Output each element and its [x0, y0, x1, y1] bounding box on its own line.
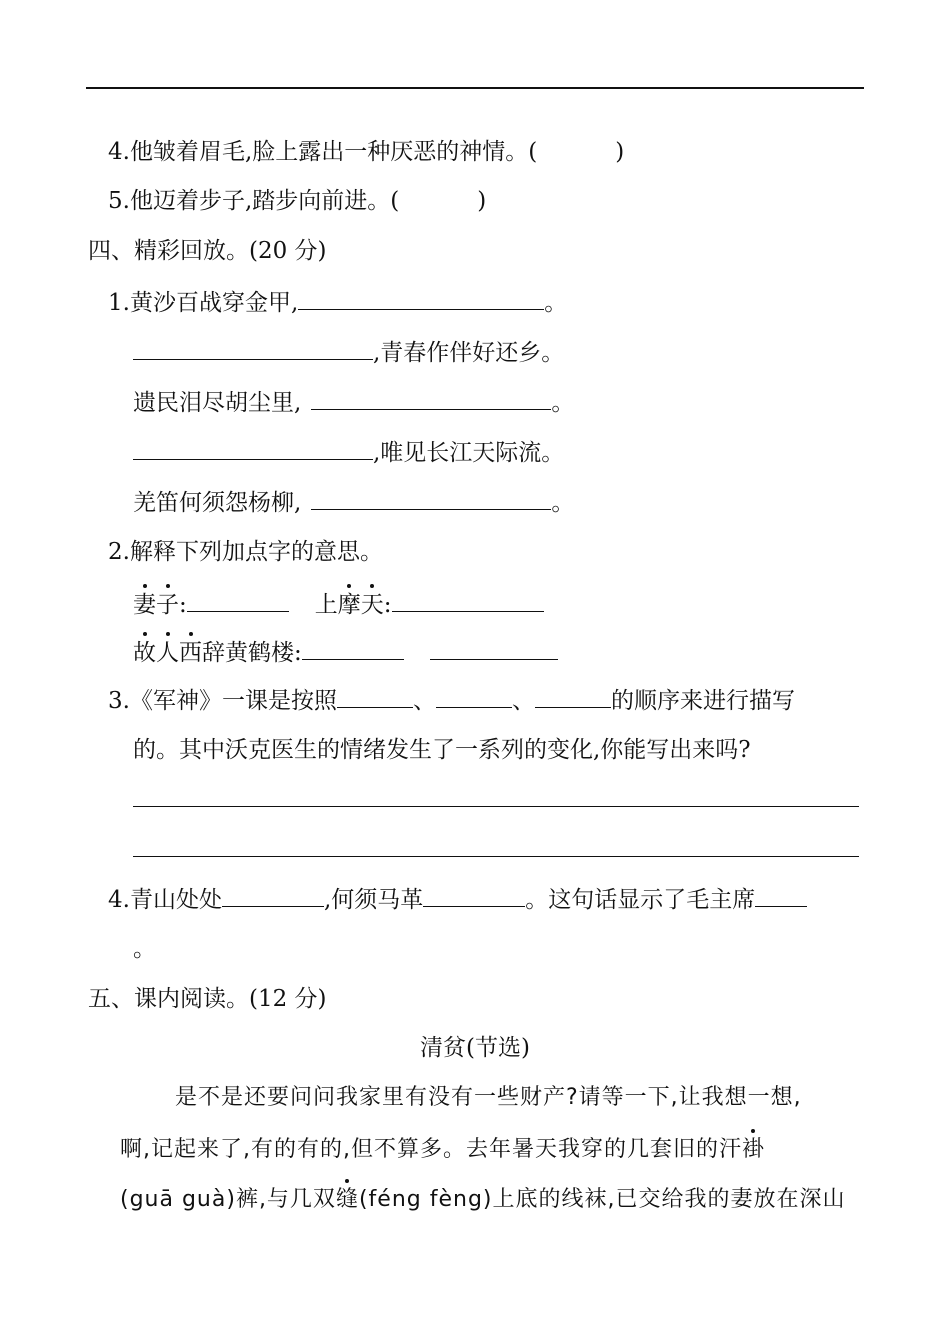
q3-line-2: 的。其中沃克医生的情绪发生了一系列的变化,你能写出来吗? — [133, 737, 751, 763]
fill-blank[interactable] — [222, 884, 324, 907]
dotted-char: 缝 — [336, 1185, 359, 1215]
poem-end: 。 — [544, 290, 568, 316]
fill-blank[interactable] — [436, 685, 512, 708]
passage-text: (féng fèng)上底的线袜,已交给我的妻放在深山 — [358, 1187, 846, 1212]
passage-text: (guā guà)裤,与几双 — [120, 1187, 336, 1212]
item-number: 5. — [108, 188, 130, 214]
fill-blank[interactable] — [302, 637, 404, 660]
answer-line[interactable] — [133, 806, 859, 807]
q-text: ,何须马革 — [323, 887, 424, 913]
poem-line-4 — [133, 437, 564, 468]
section-5-title: 五、课内阅读。(12 分) — [88, 986, 327, 1012]
q2-poem-row — [133, 637, 558, 668]
poem-line-5 — [133, 487, 574, 518]
fill-blank[interactable] — [423, 884, 525, 907]
passage-text: 啊,记起来了,有的有的,但不算多。去年暑天我穿的几套旧的汗 — [120, 1137, 742, 1162]
separator: 、 — [511, 688, 535, 714]
fill-blank[interactable] — [298, 287, 544, 310]
passage-line-3 — [120, 1185, 845, 1215]
poem-line-3 — [133, 387, 574, 418]
colon: : — [383, 592, 392, 618]
dotted-char: 天 — [360, 592, 384, 618]
dotted-char: 摩 — [337, 592, 361, 618]
poem-text: ,青春作伴好还乡。 — [373, 340, 565, 366]
dotted-char: 西 — [179, 640, 202, 666]
colon: : — [179, 592, 187, 618]
q-number: 3. — [108, 688, 130, 714]
poem-line-2 — [133, 337, 564, 368]
q-text: 《军神》一课是按照 — [129, 688, 337, 714]
fill-blank[interactable] — [535, 685, 611, 708]
dotted-char: 子 — [156, 592, 179, 618]
separator: 、 — [412, 688, 436, 714]
q-number: 4. — [108, 887, 130, 913]
fill-blank[interactable] — [311, 487, 551, 510]
item-close: ) — [615, 139, 625, 165]
item-text: 他迈着步子,踏步向前进。( — [129, 188, 400, 214]
dotted-char: 故 — [133, 640, 156, 666]
q4-line — [108, 884, 807, 915]
passage-line-2 — [120, 1135, 765, 1165]
item-5 — [108, 186, 486, 216]
q-number: 1. — [108, 290, 130, 316]
item-4 — [108, 137, 624, 167]
poem-line-1 — [108, 287, 567, 318]
word-text: 辞黄鹤楼: — [202, 640, 302, 666]
item-number: 4. — [108, 139, 130, 165]
fill-blank[interactable] — [311, 387, 551, 410]
q3-line-1 — [108, 685, 795, 716]
q-text: 。这句话显示了毛主席 — [525, 887, 756, 913]
fill-blank[interactable] — [392, 589, 544, 612]
q4-end: 。 — [133, 936, 156, 962]
poem-text: 黄沙百战穿金甲, — [129, 290, 299, 316]
section-4-title: 四、精彩回放。(20 分) — [88, 238, 327, 264]
fill-blank[interactable] — [337, 685, 413, 708]
item-text: 他皱着眉毛,脸上露出一种厌恶的神情。( — [129, 139, 538, 165]
poem-end: 。 — [551, 390, 575, 416]
fill-blank[interactable] — [187, 589, 289, 612]
item-close: ) — [477, 188, 487, 214]
fill-blank[interactable] — [430, 637, 558, 660]
poem-text: ,唯见长江天际流。 — [373, 440, 565, 466]
header-rule — [86, 87, 864, 89]
q-text: 的顺序来进行描写 — [610, 688, 795, 714]
poem-end: 。 — [551, 490, 575, 516]
q2-label: 2.解释下列加点字的意思。 — [108, 539, 383, 565]
word-text: 上 — [314, 592, 338, 618]
passage-line-1: 是不是还要问问我家里有没有一些财产?请等一下,让我想一想, — [175, 1085, 802, 1110]
poem-text: 羌笛何须怨杨柳, — [133, 490, 302, 516]
q-text: 青山处处 — [129, 887, 222, 913]
poem-text: 遗民泪尽胡尘里, — [133, 390, 302, 416]
dotted-char: 褂 — [742, 1135, 765, 1165]
fill-blank[interactable] — [133, 437, 373, 460]
q2-words-row — [133, 589, 544, 620]
fill-blank[interactable] — [133, 337, 373, 360]
dotted-char: 妻 — [133, 592, 156, 618]
dotted-char: 人 — [156, 640, 179, 666]
fill-blank[interactable] — [755, 884, 807, 907]
passage-title: 清贫(节选) — [420, 1035, 530, 1061]
answer-line[interactable] — [133, 856, 859, 857]
